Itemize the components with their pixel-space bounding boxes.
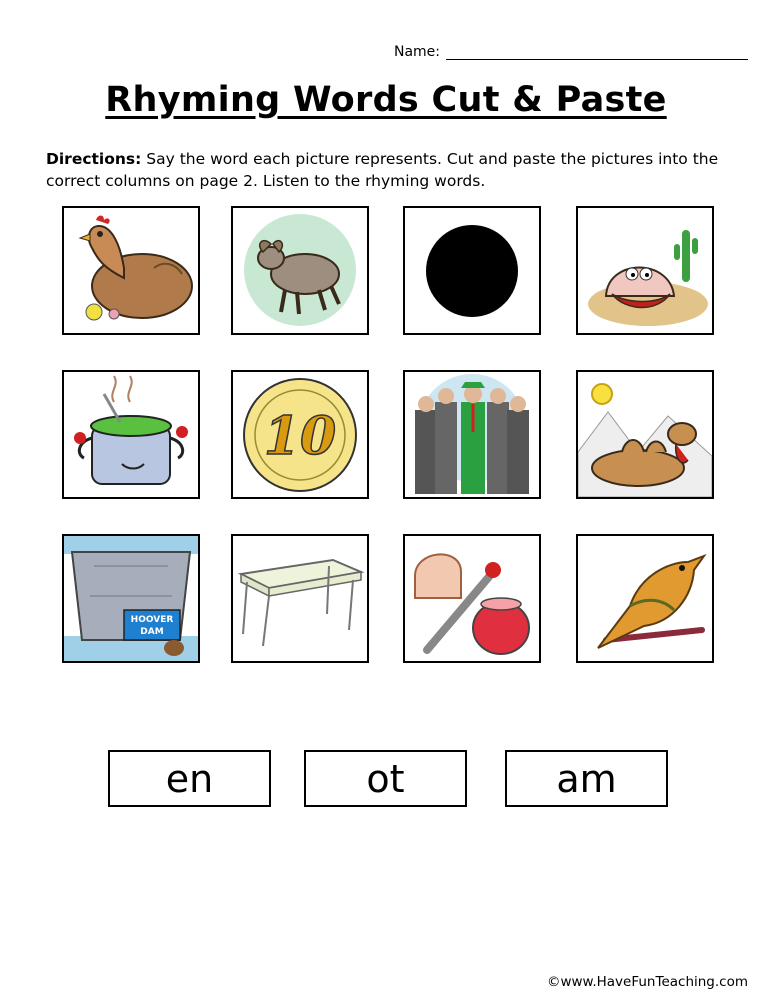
clam-icon	[578, 208, 712, 333]
picture-card-ten[interactable]	[231, 370, 369, 499]
ram-icon	[233, 208, 367, 333]
dam-sign-line2: DAM	[140, 627, 164, 637]
men-icon	[405, 372, 539, 497]
camel-hot-icon	[578, 372, 712, 497]
name-label: Name:	[393, 44, 440, 60]
picture-card-men[interactable]	[403, 370, 541, 499]
picture-card-ram[interactable]	[231, 206, 369, 335]
picture-card-camel[interactable]	[576, 370, 714, 499]
picture-card-hen[interactable]	[62, 206, 200, 335]
dam-sign-line1: HOOVER	[130, 615, 174, 625]
picture-card-pot[interactable]	[62, 370, 200, 499]
directions-text: Say the word each picture represents. Cut and paste the pictures into the correct columns on page 2. Listen to the rhyming words.	[46, 150, 719, 190]
jam-icon	[405, 536, 539, 661]
name-field	[394, 44, 748, 60]
directions	[46, 148, 746, 192]
cot-icon	[233, 536, 367, 661]
rhyme-box-am: am	[505, 750, 668, 807]
name-line[interactable]	[446, 45, 748, 60]
hen-icon	[64, 208, 198, 333]
footer-copyright: ©www.HaveFunTeaching.com	[546, 974, 748, 990]
coin-number: 10	[263, 406, 337, 467]
directions-label: Directions:	[46, 150, 142, 168]
dot-icon	[405, 208, 539, 333]
picture-card-clam[interactable]	[576, 206, 714, 335]
ten-coin-icon	[233, 372, 367, 497]
rhyme-box-ot: ot	[304, 750, 467, 807]
picture-card-dam[interactable]	[62, 534, 200, 663]
picture-card-cot[interactable]	[231, 534, 369, 663]
rhyme-box-en: en	[108, 750, 271, 807]
pot-icon	[64, 372, 198, 497]
dam-icon	[64, 536, 198, 661]
picture-card-wren[interactable]	[576, 534, 714, 663]
wren-icon	[578, 536, 712, 661]
page-title: Rhyming Words Cut & Paste	[105, 80, 667, 120]
picture-card-dot[interactable]	[403, 206, 541, 335]
picture-card-jam[interactable]	[403, 534, 541, 663]
